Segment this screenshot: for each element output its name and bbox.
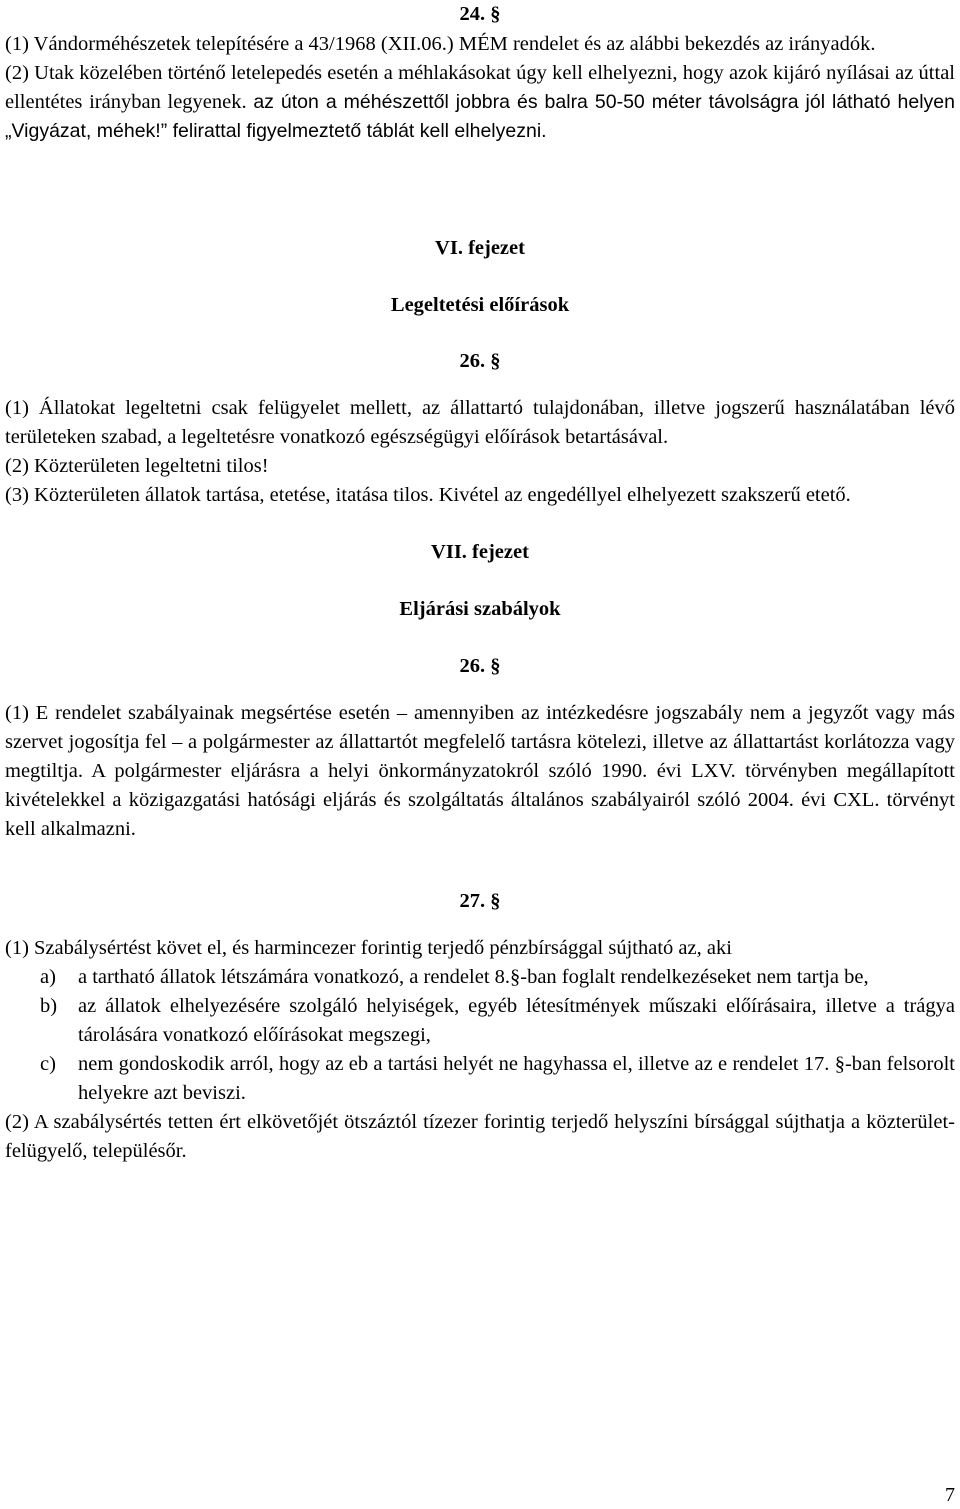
list-text: az állatok elhelyezésére szolgáló helyiségek, egyéb létesítmények műszaki előírásaira, illetve a trágya tárolására vonatkozó előírásokat megszegi, <box>78 995 955 1046</box>
page-number: 7 <box>945 1484 955 1506</box>
paragraph-24-2-text: (2) Utak közelében történő letelepedés esetén a méhlakásokat úgy kell elhelyezni, hogy azok kijáró nyílásai az úttal ellentétes irányban legyenek. <box>5 62 955 113</box>
paragraph-24-2-sign-text: az úton a méhészettől jobbra és balra 50-50 méter távolságra jól látható helyen „Vigyázat, méhek!” felirattal figyelmeztető táblát kell elhelyezni. <box>5 91 956 142</box>
paragraph-26b-1: (1) E rendelet szabályainak megsértése esetén – amennyiben az intézkedésre jogszabály nem a jegyzőt vagy más szervet jogosítja fel – a polgármester az állattartót megfelelő tartásra kötelezi, illetve az állattartást korlátozza vagy megtiltja. A polgármester eljárásra a helyi önkormányzatokról szóló 1990. évi LXV. törvényben megállapított kivételekkel a közigazgatási hatósági eljárás és szolgáltatás általános szabályairól szóló 2004. évi CXL. törvényt kell alkalmazni. <box>5 702 955 840</box>
paragraph-26a-3: (3) Közterületen állatok tartása, etetése, itatása tilos. Kivétel az engedéllyel elhelyezett szakszerű etető. <box>5 484 851 506</box>
list-item-c <box>5 1050 955 1108</box>
list-label: b) <box>40 995 58 1017</box>
section-heading-26-a: 26. § <box>459 350 501 372</box>
section-heading-24: 24. § <box>459 3 501 25</box>
offence-list <box>5 963 955 1108</box>
list-item-b <box>5 992 955 1050</box>
paragraph-24-2 <box>5 59 955 146</box>
chapter-vi-heading: VI. fejezet <box>435 237 525 259</box>
paragraph-27-intro: (1) Szabálysértést követ el, és harmincezer forintig terjedő pénzbírsággal sújtható az, aki <box>5 937 732 959</box>
paragraph-24-1: (1) Vándorméhészetek telepítésére a 43/1968 (XII.06.) MÉM rendelet és az alábbi bekezdés az irányadók. <box>5 33 876 55</box>
list-item-a <box>5 963 955 992</box>
list-text: a tartható állatok létszámára vonatkozó, a rendelet 8.§-ban foglalt rendelkezéseket nem tartja be, <box>78 966 869 988</box>
paragraph-26a-1: (1) Állatokat legeltetni csak felügyelet mellett, az állattartó tulajdonában, illetve jogszerű használatában lévő területeken szabad, a legeltetésre vonatkozó egészségügyi előírások betartásával. <box>5 397 955 448</box>
document-page <box>5 0 955 1166</box>
section-heading-27: 27. § <box>459 890 501 912</box>
chapter-vi-title: Legeltetési előírások <box>390 294 570 316</box>
paragraph-26a-2: (2) Közterületen legeltetni tilos! <box>5 455 269 477</box>
paragraph-27-2: (2) A szabálysértés tetten ért elkövetőjét ötszáztól tízezer forintig terjedő helyszíni bírsággal sújthatja a közterület-felügyelő, településőr. <box>5 1111 955 1162</box>
list-text: nem gondoskodik arról, hogy az eb a tartási helyét ne hagyhassa el, illetve az e rendelet 17. §-ban felsorolt helyekre azt beviszi. <box>78 1053 955 1104</box>
section-heading-26-b: 26. § <box>459 655 501 677</box>
list-label: a) <box>40 966 56 988</box>
list-label: c) <box>40 1053 56 1075</box>
chapter-vii-title: Eljárási szabályok <box>399 598 561 620</box>
chapter-vii-heading: VII. fejezet <box>431 541 529 563</box>
